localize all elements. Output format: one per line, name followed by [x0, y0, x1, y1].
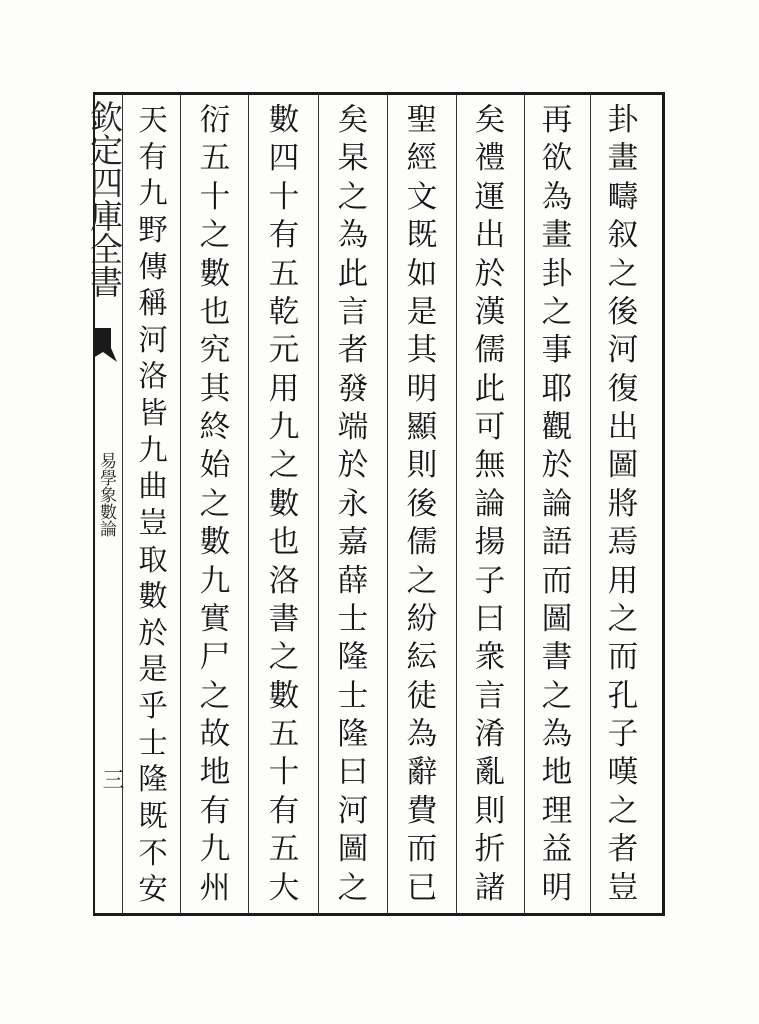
text-character: 發	[337, 371, 369, 407]
text-character: 言	[474, 678, 506, 714]
column-rule	[318, 94, 319, 914]
text-character: 曰	[474, 601, 506, 637]
text-character: 言	[337, 294, 369, 330]
text-character: 文	[406, 179, 438, 215]
text-character: 有	[199, 793, 231, 829]
text-character: 而	[406, 832, 438, 868]
text-character: 曰	[337, 755, 369, 791]
text-character: 再	[541, 103, 573, 138]
text-character: 聖	[406, 103, 438, 138]
text-character: 傳	[138, 249, 168, 284]
text-character: 出	[607, 410, 639, 445]
text-character: 九	[268, 410, 300, 445]
text-character: 有	[268, 793, 300, 829]
text-character: 有	[138, 139, 168, 174]
text-character: 之	[607, 601, 639, 637]
text-character: 圖	[337, 832, 369, 868]
text-character: 論	[541, 486, 573, 522]
text-character: 孔	[607, 678, 639, 714]
text-character: 後	[406, 486, 438, 522]
text-character: 豈	[607, 870, 639, 906]
text-character: 卦	[541, 256, 573, 292]
text-character: 卦	[607, 103, 639, 138]
text-character: 十	[268, 179, 300, 215]
text-character: 亂	[474, 755, 506, 791]
text-character: 子	[607, 717, 639, 752]
text-character: 衆	[474, 640, 506, 676]
text-column-3	[461, 102, 519, 908]
text-column-8	[124, 102, 182, 908]
text-character: 是	[138, 652, 168, 687]
text-character: 曲	[138, 469, 168, 504]
text-character: 欲	[541, 141, 573, 177]
text-character: 事	[541, 333, 573, 369]
text-character: 九	[138, 176, 168, 211]
text-character: 不	[138, 835, 168, 870]
text-character: 為	[541, 179, 573, 215]
text-character: 大	[268, 870, 300, 906]
text-character: 士	[138, 725, 168, 760]
text-character: 終	[199, 410, 231, 445]
text-character: 之	[199, 678, 231, 714]
text-character: 禮	[474, 141, 506, 177]
text-character: 如	[406, 256, 438, 292]
text-character: 書	[268, 601, 300, 637]
text-character: 嘆	[607, 755, 639, 791]
page-number: 三	[99, 768, 124, 790]
text-character: 辭	[406, 755, 438, 791]
text-character: 其	[406, 333, 438, 369]
text-character: 者	[607, 832, 639, 868]
text-character: 為	[406, 717, 438, 752]
text-character: 嘉	[337, 525, 369, 561]
text-character: 運	[474, 179, 506, 215]
text-character: 始	[199, 448, 231, 484]
text-character: 可	[474, 410, 506, 445]
text-character: 於	[474, 256, 506, 292]
text-character: 乎	[138, 689, 168, 723]
text-character: 數	[199, 525, 231, 561]
text-character: 究	[199, 333, 231, 369]
text-character: 天	[138, 103, 168, 137]
book-title-margin	[85, 100, 124, 298]
text-character: 益	[541, 832, 573, 868]
text-character: 子	[474, 563, 506, 599]
text-character: 耶	[541, 371, 573, 407]
text-character: 既	[138, 798, 168, 833]
text-character: 焉	[607, 525, 639, 561]
text-character: 數	[199, 256, 231, 292]
text-character: 士	[337, 678, 369, 714]
text-character: 之	[541, 294, 573, 330]
section-title-text: 易學象數論	[96, 452, 116, 537]
text-character: 紛	[406, 601, 438, 637]
text-character: 隆	[138, 762, 168, 797]
text-character: 用	[607, 563, 639, 599]
text-character: 圖	[607, 448, 639, 484]
text-character: 矣	[474, 103, 506, 138]
text-character: 野	[138, 212, 168, 247]
text-character: 徒	[406, 678, 438, 714]
text-character: 為	[337, 218, 369, 254]
text-column-7	[186, 102, 244, 908]
text-character: 也	[268, 525, 300, 561]
text-character: 地	[541, 755, 573, 791]
text-character: 畫	[541, 218, 573, 254]
text-character: 之	[199, 486, 231, 522]
text-character: 則	[406, 448, 438, 484]
text-character: 稱	[138, 286, 168, 321]
text-character: 已	[406, 870, 438, 906]
text-character: 取	[138, 542, 168, 577]
text-character: 地	[199, 755, 231, 791]
text-character: 之	[541, 678, 573, 714]
column-rule	[456, 94, 457, 914]
text-character: 五	[268, 717, 300, 752]
text-character: 洛	[268, 563, 300, 599]
book-title: 欽定四庫全書	[85, 100, 124, 298]
section-title	[92, 452, 120, 537]
text-character: 其	[199, 371, 231, 407]
text-character: 衍	[199, 103, 231, 138]
column-rule	[590, 94, 591, 914]
text-character: 洛	[138, 359, 168, 394]
text-character: 之	[199, 218, 231, 254]
column-rule	[387, 94, 388, 914]
text-character: 之	[607, 256, 639, 292]
text-character: 端	[337, 410, 369, 445]
text-character: 此	[474, 371, 506, 407]
text-character: 此	[337, 256, 369, 292]
text-character: 明	[541, 870, 573, 906]
text-column-6	[255, 102, 313, 908]
text-character: 河	[138, 322, 168, 357]
text-character: 書	[541, 640, 573, 676]
text-character: 明	[406, 371, 438, 407]
text-character: 將	[607, 486, 639, 522]
text-character: 之	[337, 179, 369, 215]
text-character: 五	[199, 141, 231, 177]
text-character: 河	[337, 793, 369, 829]
text-character: 用	[268, 371, 300, 407]
column-rule	[248, 94, 249, 914]
text-character: 之	[268, 448, 300, 484]
text-character: 語	[541, 525, 573, 561]
text-column-1	[594, 102, 652, 908]
text-character: 經	[406, 141, 438, 177]
text-character: 元	[268, 333, 300, 369]
text-column-2	[528, 102, 586, 908]
text-character: 也	[199, 294, 231, 330]
text-character: 九	[199, 563, 231, 599]
text-character: 揚	[474, 525, 506, 561]
text-character: 乾	[268, 294, 300, 330]
text-character: 顯	[406, 410, 438, 445]
text-character: 安	[138, 872, 168, 907]
text-character: 永	[337, 486, 369, 522]
text-character: 十	[268, 755, 300, 791]
text-character: 圖	[541, 601, 573, 637]
text-column-5	[324, 102, 382, 908]
text-character: 數	[268, 486, 300, 522]
text-character: 而	[541, 563, 573, 599]
text-character: 杲	[337, 141, 369, 177]
text-character: 復	[607, 371, 639, 407]
text-character: 儒	[474, 333, 506, 369]
text-character: 漢	[474, 294, 506, 330]
text-character: 之	[406, 563, 438, 599]
text-character: 儒	[406, 525, 438, 561]
text-character: 數	[268, 678, 300, 714]
text-character: 叙	[607, 218, 639, 254]
text-character: 十	[199, 179, 231, 215]
text-character: 隆	[337, 640, 369, 676]
text-character: 故	[199, 717, 231, 752]
text-character: 為	[541, 717, 573, 752]
text-character: 紜	[406, 640, 438, 676]
text-character: 士	[337, 601, 369, 637]
text-character: 理	[541, 793, 573, 829]
text-character: 既	[406, 218, 438, 254]
text-character: 數	[138, 579, 168, 614]
text-character: 是	[406, 294, 438, 330]
text-character: 論	[474, 486, 506, 522]
text-character: 者	[337, 333, 369, 369]
text-character: 畫	[607, 141, 639, 177]
text-character: 淆	[474, 717, 506, 752]
text-character: 九	[138, 432, 168, 467]
text-character: 於	[541, 448, 573, 484]
column-rule	[524, 94, 525, 914]
text-character: 費	[406, 793, 438, 829]
text-character: 於	[337, 448, 369, 484]
text-character: 則	[474, 793, 506, 829]
text-character: 出	[474, 218, 506, 254]
text-character: 於	[138, 615, 168, 650]
text-character: 五	[268, 832, 300, 868]
text-character: 皆	[138, 396, 168, 430]
text-character: 後	[607, 294, 639, 330]
text-character: 薛	[337, 563, 369, 599]
text-character: 有	[268, 218, 300, 254]
text-character: 九	[199, 832, 231, 868]
text-character: 折	[474, 832, 506, 868]
text-character: 州	[199, 870, 231, 906]
text-character: 之	[607, 793, 639, 829]
text-character: 疇	[607, 179, 639, 215]
text-character: 隆	[337, 717, 369, 752]
text-character: 無	[474, 448, 506, 484]
text-character: 實	[199, 601, 231, 637]
text-character: 數	[268, 103, 300, 138]
text-character: 四	[268, 141, 300, 177]
text-character: 豈	[138, 505, 168, 540]
text-character: 而	[607, 640, 639, 676]
text-character: 五	[268, 256, 300, 292]
fish-tail-mark	[93, 328, 117, 362]
text-character: 之	[337, 870, 369, 906]
text-character: 河	[607, 333, 639, 369]
text-character: 矣	[337, 103, 369, 138]
text-character: 之	[268, 640, 300, 676]
text-character: 諸	[474, 870, 506, 906]
text-column-4	[393, 102, 451, 908]
text-character: 尸	[199, 640, 231, 676]
text-character: 觀	[541, 410, 573, 445]
